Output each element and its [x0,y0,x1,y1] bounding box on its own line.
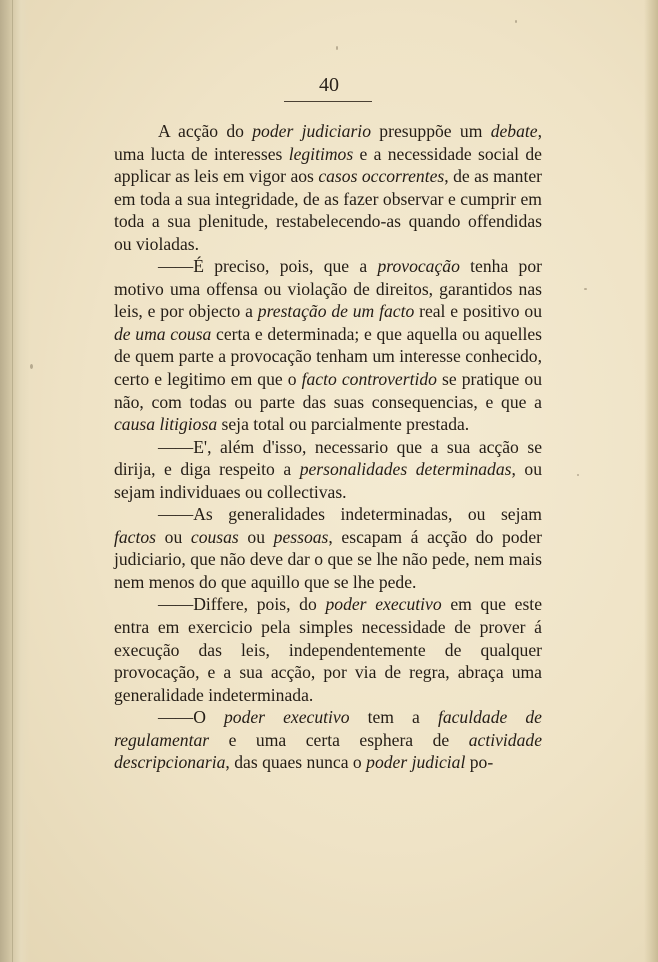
binding-edge-line [12,0,13,962]
italic-term: casos occorrentes [318,166,445,187]
paragraph-dash: —— [158,594,194,615]
text-run: e a necessidade social de applicar as leis em vigor aos [114,143,542,187]
text-run: tenha por motivo uma offensa ou violação de direitos, garantidos nas leis, e por objecto a [114,256,542,322]
text-run: presuppõe um [371,121,491,141]
italic-term: pessoas [273,526,329,547]
italic-term: facto controvertido [301,369,437,390]
italic-term: provocação [377,256,460,277]
italic-term: prestação de um facto [257,301,415,322]
italic-term: de uma cousa [114,323,212,344]
text-run: O [193,707,224,728]
italic-term: poder judiciario [252,121,371,141]
paragraph-dash: —— [158,256,194,277]
text-run: e uma certa esphera de [209,729,469,750]
paragraph-dash: —— [158,504,194,525]
text-run: E', além d'isso, necessario que a sua acção se dirija, e diga respeito a [114,436,542,480]
italic-term: poder executivo [325,594,442,615]
paragraph [114,436,542,504]
italic-term: poder executivo [223,707,350,728]
text-run: As generalidades indeterminadas, ou sejam [193,504,542,525]
paragraph [114,706,542,774]
paragraph [114,593,542,706]
italic-term: personalidades determinadas [299,459,512,480]
italic-term: actividade descripcionaria [114,729,542,773]
text-run: Differe, pois, do [193,594,326,615]
paper-speck [584,288,587,290]
text-run: certa e determinada; e que aquella ou aquelles de quem parte a provocação tenham um interesse conhecido, certo e legitimo em que o [114,323,542,390]
text-run: ou [156,526,191,547]
paper-speck [577,474,579,476]
text-run: , das quaes nunca o [225,752,367,773]
paragraph [114,120,542,255]
paragraph-dash: —— [158,436,194,457]
paragraph [114,255,542,435]
header-rule [284,101,372,102]
page-edge-shadow [644,0,658,962]
paper-speck [30,364,33,369]
text-run: em que este entra em exercicio pela simples necessidade de prover á execução das leis, independentemente de qualquer provocação, e a sua acção, por via de regra, abraça uma generalidade indeterminada. [114,594,542,705]
italic-term: factos [114,526,157,547]
text-run: A acção do [158,121,253,141]
text-run: tem a [349,707,438,728]
text-run: po- [465,752,494,773]
paragraph-dash: —— [158,707,194,728]
italic-term: cousas [190,526,239,547]
italic-term: faculdade de regulamentar [114,707,542,750]
text-run: , ou sejam individuaes ou collectivas. [114,459,543,502]
page-number: 40 [319,74,339,96]
text-run: ou [238,526,274,547]
text-run: , uma lucta de interesses [114,121,542,164]
text-run: , de as manter em toda a sua integridade, de as fazer observar e cumprir em toda a sua plenitude, restabelecendo-as quando offendidas ou violadas. [114,166,543,254]
text-run: , escapam á acção do poder judiciario, que não deve dar o que se lhe não pede, nem mais nem menos do que aquillo que se lhe pede. [114,526,543,592]
text-run: É preciso, pois, que a [193,256,378,277]
paper-speck [515,20,517,23]
italic-term: debate [490,121,538,141]
italic-term: legitimos [288,143,354,164]
text-run: seja total ou parcialmente prestada. [217,414,470,435]
italic-term: poder judicial [366,752,466,773]
text-run: real e positivo ou [414,301,543,322]
paragraph [114,503,542,593]
paper-speck [336,46,338,50]
page-binding-shadow [0,0,30,962]
text-run: se pratique ou não, com todas ou parte das suas consequencias, e que a [114,369,542,412]
italic-term: causa litigiosa [114,414,218,435]
body-text [114,120,542,774]
